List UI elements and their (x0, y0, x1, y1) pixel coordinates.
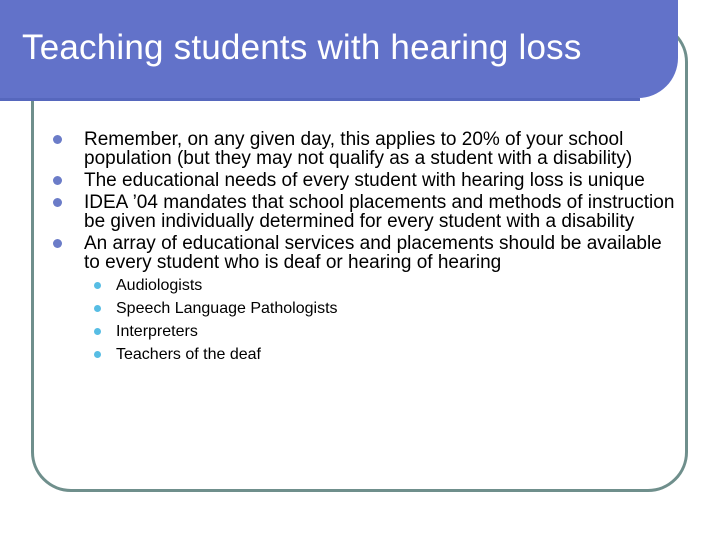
bullet-list (48, 130, 680, 364)
bullet-dot-icon (53, 239, 62, 248)
slide-content (48, 130, 680, 368)
bullet-item (48, 171, 680, 190)
sub-bullet-dot-icon (94, 305, 101, 312)
sub-bullet-text: Audiologists (116, 277, 203, 294)
sub-bullet-list (84, 276, 680, 364)
bullet-text: An array of educational services and placements should be available to every student who is deaf or hearing of hearing (84, 233, 662, 273)
sub-bullet-item (84, 345, 680, 364)
sub-bullet-item (84, 299, 680, 318)
slide-title: Teaching students with hearing loss (22, 28, 582, 67)
sub-bullet-dot-icon (94, 328, 101, 335)
bullet-item (48, 130, 680, 168)
sub-bullet-item (84, 322, 680, 341)
bullet-text: IDEA ’04 mandates that school placements and methods of instruction be given individually determined for every student with a disability (84, 192, 675, 232)
bullet-item (48, 193, 680, 231)
sub-bullet-text: Interpreters (116, 323, 198, 340)
title-bar (0, 0, 678, 98)
bullet-text: The educational needs of every student with hearing loss is unique (84, 170, 645, 191)
sub-bullet-dot-icon (94, 282, 101, 289)
sub-bullet-item (84, 276, 680, 295)
sub-bullet-text: Teachers of the deaf (116, 346, 261, 363)
bullet-text: Remember, on any given day, this applies to 20% of your school population (but they may not qualify as a student with a disability) (84, 129, 633, 169)
bullet-dot-icon (53, 176, 62, 185)
bullet-dot-icon (53, 198, 62, 207)
bullet-dot-icon (53, 135, 62, 144)
sub-bullet-text: Speech Language Pathologists (116, 300, 338, 317)
title-underline (0, 98, 640, 101)
bullet-item (48, 234, 680, 364)
sub-bullet-dot-icon (94, 351, 101, 358)
